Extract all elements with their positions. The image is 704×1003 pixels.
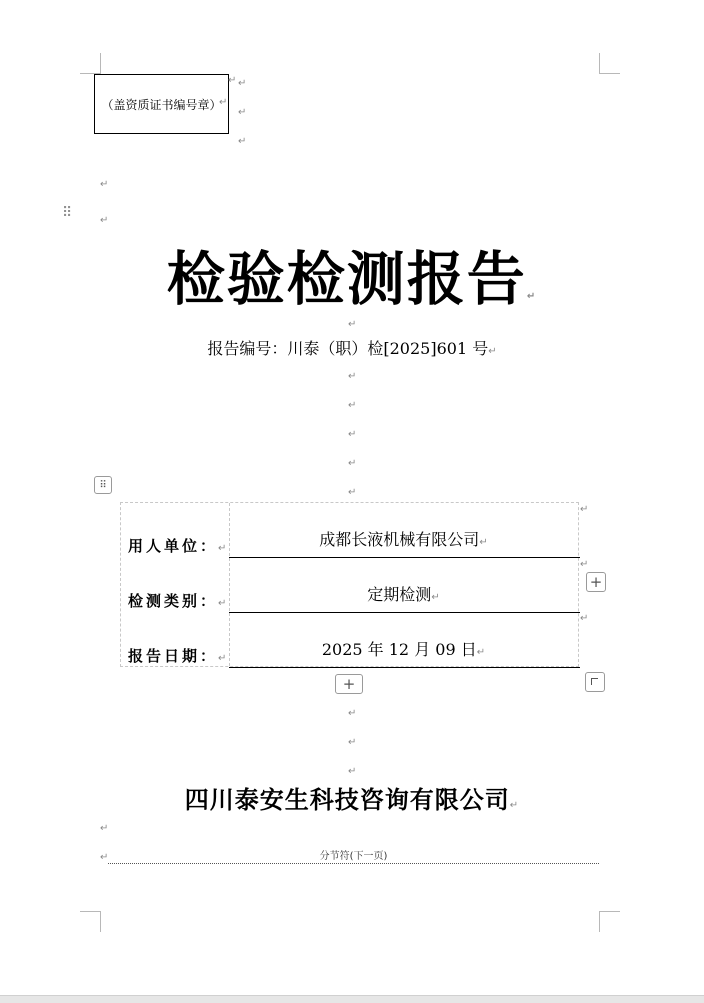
paragraph-mark: ↵ <box>100 823 109 834</box>
field-value-employer[interactable]: 成都长液机械有限公司↵ <box>319 530 488 549</box>
section-break-label: 分节符(下一页) <box>319 851 388 862</box>
table-move-handle-icon[interactable]: ⠿ <box>94 476 112 494</box>
table-resize-icon[interactable] <box>585 672 605 692</box>
paragraph-mark: ↵ <box>348 458 357 469</box>
paragraph-mark: ↵ <box>348 766 357 777</box>
field-label-test-type: 检测类别：↵ <box>128 592 227 610</box>
paragraph-mark: ↵ <box>348 737 357 748</box>
paragraph-mark: ↵ <box>348 319 357 330</box>
page-corner-bottom-right <box>599 911 620 932</box>
info-table <box>120 502 579 667</box>
stamp-box-text: （盖资质证书编号章） <box>101 97 222 112</box>
page-corner-top-right <box>599 53 620 74</box>
paragraph-mark: ↵ <box>238 78 247 89</box>
table-row <box>121 503 578 558</box>
paragraph-mark: ↵ <box>219 97 228 108</box>
paragraph-mark: ↵ <box>348 371 357 382</box>
field-underline <box>229 667 580 668</box>
page-corner-bottom-left <box>80 911 101 932</box>
paragraph-mark: ↵ <box>348 429 357 440</box>
paragraph-mark: ↵ <box>488 346 497 357</box>
page-corner-top-left <box>80 53 101 74</box>
document-title <box>0 232 704 316</box>
stamp-text-box[interactable] <box>94 74 229 134</box>
report-number <box>0 336 704 359</box>
paragraph-mark: ↵ <box>100 179 109 190</box>
paragraph-mark: ↵ <box>238 107 247 118</box>
table-row <box>121 613 578 668</box>
row-end-mark: ↵ <box>580 504 589 515</box>
company-name <box>0 780 704 815</box>
paragraph-mark: ↵ <box>348 708 357 719</box>
paragraph-mark: ↵ <box>348 400 357 411</box>
field-label-employer: 用人单位：↵ <box>128 537 227 555</box>
field-value-report-date[interactable]: 2025 年 12 月 09 日↵ <box>321 640 486 659</box>
paragraph-mark: ↵ <box>238 136 247 147</box>
paragraph-mark: ↵ <box>100 215 109 226</box>
drag-handle-icon[interactable]: ⠿ <box>62 205 72 221</box>
row-end-mark: ↵ <box>580 559 589 570</box>
add-column-button[interactable]: + <box>586 572 606 592</box>
section-break <box>108 851 599 864</box>
paragraph-mark: ↵ <box>509 800 520 811</box>
add-row-button[interactable]: + <box>335 674 363 694</box>
row-end-mark: ↵ <box>580 613 589 624</box>
field-label-report-date: 报告日期：↵ <box>128 647 227 665</box>
company-name-text: 四川泰安生科技咨询有限公司 <box>184 785 510 814</box>
document-title-text: 检验检测报告 <box>166 245 527 313</box>
window-bottom-edge <box>0 995 704 1003</box>
table-row <box>121 558 578 613</box>
anchor-mark: ↵ <box>228 75 237 86</box>
field-value-test-type[interactable]: 定期检测↵ <box>367 585 440 604</box>
paragraph-mark: ↵ <box>348 487 357 498</box>
paragraph-mark: ↵ <box>526 291 538 302</box>
report-number-text: 报告编号：川泰（职）检[2025]601 号 <box>207 339 489 358</box>
paragraph-mark: ↵ <box>100 852 109 863</box>
